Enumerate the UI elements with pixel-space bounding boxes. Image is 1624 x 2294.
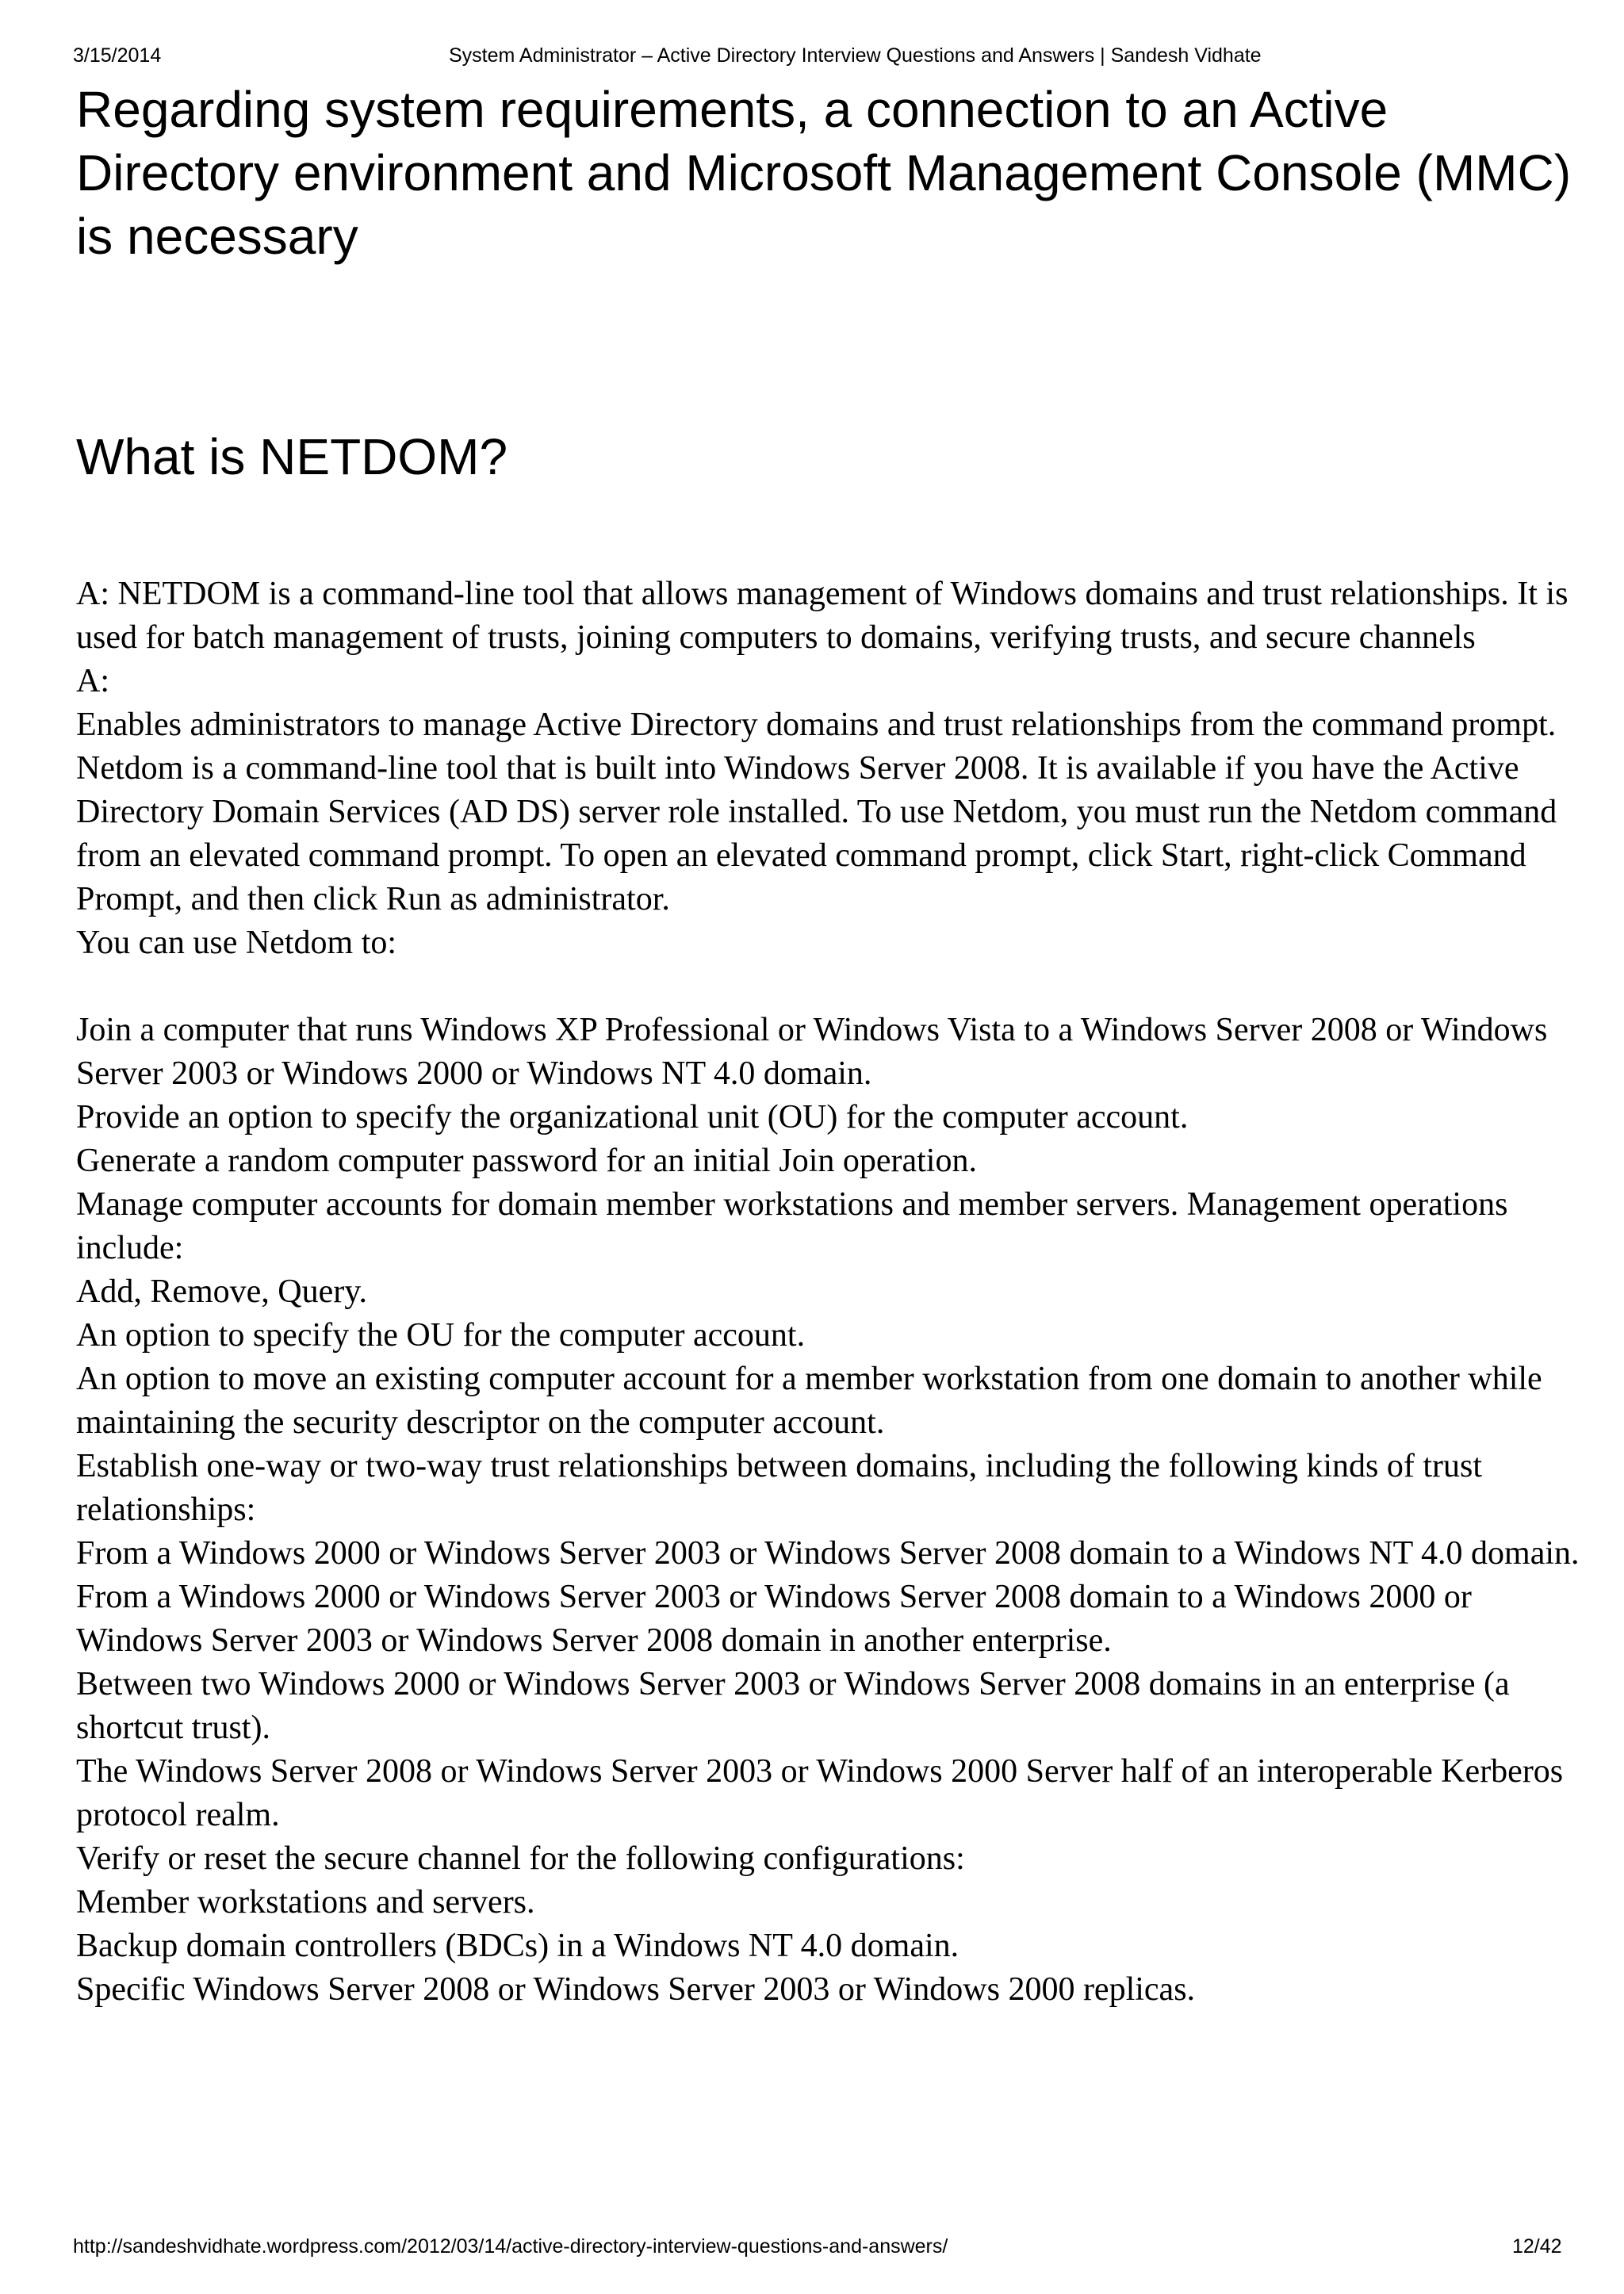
header-date: 3/15/2014	[73, 44, 162, 67]
paragraph: Netdom is a command-line tool that is built into Windows Server 2008. It is available if you have the Active Directory Domain Services (AD DS) server role installed. To use Netdom, you must run the Netdom command from an elevated command prompt. To open an elevated command prompt, click Start, right-click Command Prompt, and then click Run as administrator.	[76, 750, 1557, 917]
list-item: From a Windows 2000 or Windows Server 2003 or Windows Server 2008 domain to a Windows NT 4.0 domain.	[76, 1535, 1580, 1572]
list-item: Provide an option to specify the organizational unit (OU) for the computer account.	[76, 1099, 1189, 1136]
list-item: An option to specify the OU for the computer account.	[76, 1317, 806, 1354]
list-item: Generate a random computer password for an initial Join operation.	[76, 1143, 977, 1179]
article-body	[76, 573, 1583, 2012]
section-heading-requirements: Regarding system requirements, a connection to an Active Directory environment and Microsoft Management Console (MMC) is necessary	[76, 81, 1572, 265]
footer-url: http://sandeshvidhate.wordpress.com/2012/03/14/active-directory-interview-questions-and-answers/	[73, 2235, 948, 2258]
paragraph-spacer	[76, 965, 1583, 1009]
list-item: Between two Windows 2000 or Windows Server 2003 or Windows Server 2008 domains in an enterprise (a shortcut trust).	[76, 1666, 1510, 1746]
header-page-title: System Administrator – Active Directory Interview Questions and Answers | Sandesh Vidhate	[449, 44, 1262, 67]
list-item: Add, Remove, Query.	[76, 1273, 368, 1310]
paragraph: You can use Netdom to:	[76, 925, 397, 961]
list-item: Specific Windows Server 2008 or Windows Server 2003 or Windows 2000 replicas.	[76, 1971, 1196, 2008]
paragraph: Enables administrators to manage Active Directory domains and trust relationships from the command prompt.	[76, 707, 1557, 743]
list-item: Manage computer accounts for domain member workstations and member servers. Management operations include:	[76, 1186, 1508, 1266]
list-item: From a Windows 2000 or Windows Server 2003 or Windows Server 2008 domain to a Windows 2000 or Windows Server 2003 or Windows Server 2008 domain in another enterprise.	[76, 1579, 1472, 1659]
paragraph: A: NETDOM is a command-line tool that allows management of Windows domains and trust relationships. It is used for batch management of trusts, joining computers to domains, verifying trusts, and secure channels	[76, 576, 1568, 656]
list-item: Member workstations and servers.	[76, 1884, 535, 1921]
list-item: Establish one-way or two-way trust relationships between domains, including the following kinds of trust relationships:	[76, 1448, 1483, 1528]
page-number: 12/42	[1512, 2235, 1562, 2258]
list-item: Join a computer that runs Windows XP Professional or Windows Vista to a Windows Server 2008 or Windows Server 2003 or Windows 2000 or Windows NT 4.0 domain.	[76, 1012, 1548, 1092]
list-item: The Windows Server 2008 or Windows Server 2003 or Windows 2000 Server half of an interoperable Kerberos protocol realm.	[76, 1753, 1564, 1833]
paragraph: A:	[76, 663, 109, 699]
section-heading-netdom: What is NETDOM?	[76, 428, 508, 485]
list-item: Verify or reset the secure channel for the following configurations:	[76, 1840, 965, 1877]
list-item: An option to move an existing computer account for a member workstation from one domain to another while maintaining the security descriptor on the computer account.	[76, 1361, 1542, 1441]
list-item: Backup domain controllers (BDCs) in a Windows NT 4.0 domain.	[76, 1928, 959, 1964]
